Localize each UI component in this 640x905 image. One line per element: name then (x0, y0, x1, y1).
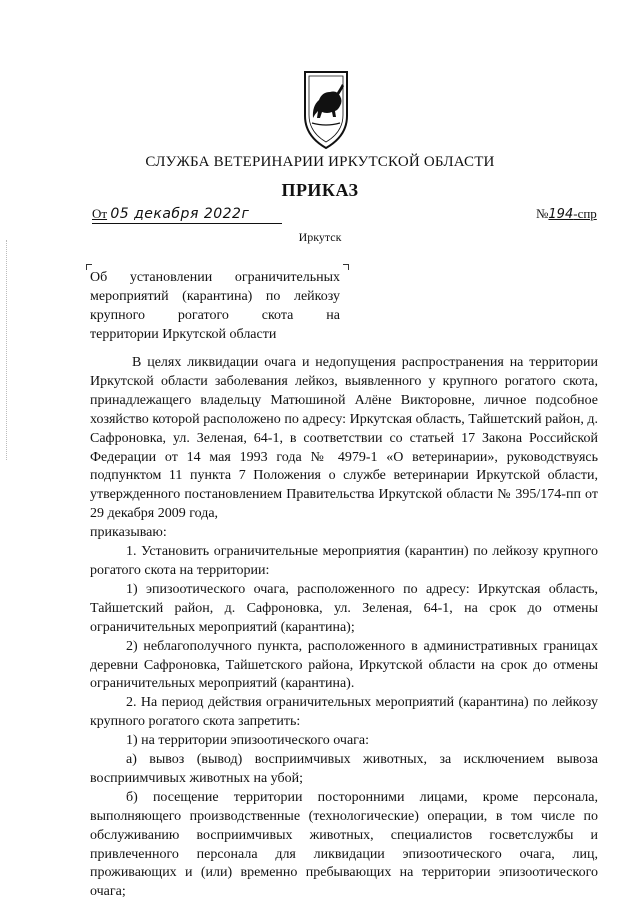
agency-name: СЛУЖБА ВЕТЕРИНАРИИ ИРКУТСКОЙ ОБЛАСТИ (145, 154, 495, 170)
subject-line: крупного рогатого скота на (90, 308, 340, 323)
subject-line: территории Иркутской области (90, 327, 277, 342)
preamble-paragraph: В целях ликвидации очага и недопущения распространения на территории Иркутской области заболевания лейкоз, выявленного у крупного рогатого скота, принадлежащего владельцу Матюшиной Алёне Викторовне, личное подсобное хозяйство которой расположено по адресу: Иркутская область, Тайшетский район, д. Сафроновка, ул. Зеленая, 64-1, в соответствии со статьей 17 Закона Российской Федерации от 14 мая 1993 года № 4979-1 «О ветеринарии», руководствуясь подпунктом 11 пункта 7 Положения о службе ветеринарии Иркутской области, утвержденного постановлением Правительства Иркутской области № 395/174-пп от 29 декабря 2009 года, (90, 355, 598, 522)
clause-1-2: 2) неблагополучного пункта, расположенного в административных границах деревни Сафроновка, Тайшетского района, Иркутской области на срок до отмены ограничительных мероприятий (карантина). (90, 638, 598, 692)
number-prefix: № (536, 206, 549, 221)
subject-corner-right (343, 264, 349, 270)
subject-block (90, 268, 340, 344)
clause-2-1-b: б) посещение территории посторонними лицами, кроме персонала, выполняющего производственные (технологические) операции, в том числе по обслуживанию восприимчивых животных, специалистов госветслужбы и привлеченного персонала для ликвидации эпизоотического очага, лиц, проживающих и (или) временно пребывающих на территории эпизоотического очага; (90, 789, 598, 900)
subject-line: мероприятий (карантина) по лейкозу (90, 289, 340, 304)
clause-1-1: 1) эпизоотического очага, расположенного по адресу: Иркутская область, Тайшетский район, д. Сафроновка, ул. Зеленая, 64-1, на срок до отмены ограничительных мероприятий (карантина); (90, 581, 598, 635)
order-number (536, 206, 597, 222)
number-suffix: -спр (573, 206, 597, 221)
date-underline (92, 223, 282, 224)
order-verb: приказываю: (90, 525, 167, 541)
clause-2-1: 1) на территории эпизоотического очага: (126, 733, 370, 749)
clause-1: 1. Установить ограничительные мероприятия (карантин) по лейкозу крупного рогатого скота на территории: (90, 544, 598, 578)
date-prefix: От (92, 206, 108, 221)
handwritten-number: 194 (548, 207, 574, 222)
subject-line: Об установлении ограничительных (90, 270, 340, 285)
scan-margin-marks (6, 240, 9, 460)
order-date (92, 206, 282, 226)
handwritten-date: 05 декабря 2022г (110, 206, 250, 222)
irkutsk-coat-of-arms-icon (302, 70, 350, 150)
order-body (90, 354, 598, 902)
clause-2: 2. На период действия ограничительных мероприятий (карантина) по лейкозу крупного рогатого скота запретить: (90, 695, 598, 730)
city-name: Иркутск (298, 230, 342, 244)
document-type-title: ПРИКАЗ (281, 180, 359, 200)
clause-2-1-a: а) вывоз (вывод) восприимчивых животных, за исключением вывоза восприимчивых животных на убой; (90, 752, 598, 786)
